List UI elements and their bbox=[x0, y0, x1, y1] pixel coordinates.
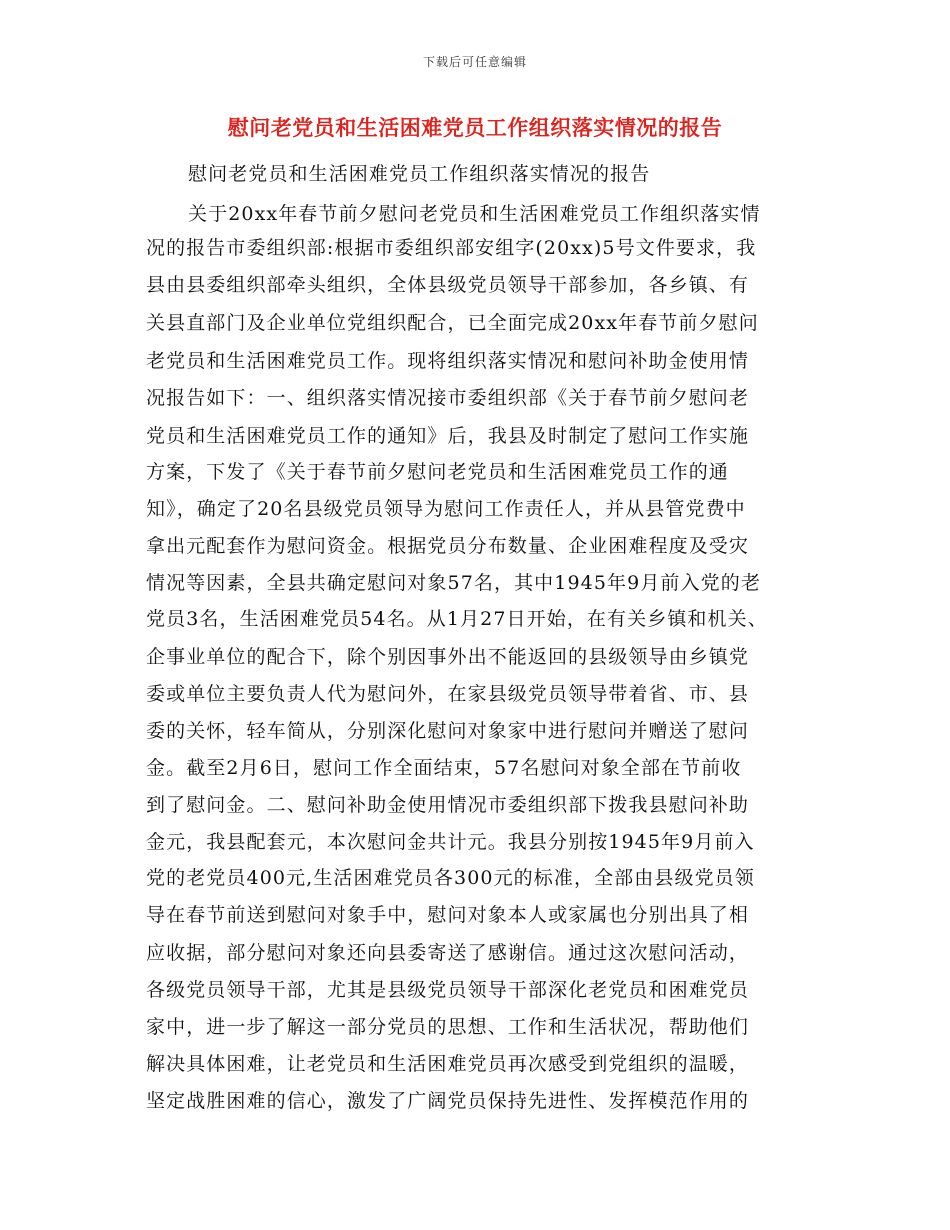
body-line: 企事业单位的配合下，除个别因事外出不能返回的县级领导由乡镇党 bbox=[146, 646, 750, 668]
body-line: 关县直部门及企业单位党组织配合，已全面完成20xx年春节前夕慰问 bbox=[146, 312, 759, 334]
body-line: 解决具体困难，让老党员和生活困难党员再次感受到党组织的温暖， bbox=[146, 1053, 750, 1075]
body-line: 委的关怀，轻车简从，分别深化慰问对象家中进行慰问并赠送了慰问 bbox=[146, 720, 750, 742]
document-title: 慰问老党员和生活困难党员工作组织落实情况的报告 bbox=[227, 115, 723, 140]
body-line: 慰问老党员和生活困难党员工作组织落实情况的报告 bbox=[188, 163, 651, 185]
header-note: 下载后可任意编辑 bbox=[422, 55, 527, 69]
body-line: 关于20xx年春节前夕慰问老党员和生活困难党员工作组织落实情 bbox=[188, 203, 761, 225]
body-line: 拿出元配套作为慰问资金。根据党员分布数量、企业困难程度及受灾 bbox=[146, 535, 750, 557]
body-line: 方案，下发了《关于春节前夕慰问老党员和生活困难党员工作的通 bbox=[146, 461, 729, 483]
body-line: 金。截至2月6日，慰问工作全面结束，57名慰问对象全部在节前收 bbox=[146, 757, 742, 779]
body-line: 党员3名，生活困难党员54名。从1月27日开始，在有关乡镇和机关、 bbox=[146, 608, 768, 630]
body-line: 家中，进一步了解这一部分党员的思想、工作和生活状况，帮助他们 bbox=[146, 1016, 750, 1038]
body-line: 老党员和生活困难党员工作。现将组织落实情况和慰问补助金使用情 bbox=[146, 350, 750, 372]
body-line: 情况等因素，全县共确定慰问对象57名，其中1945年9月前入党的老 bbox=[146, 572, 761, 594]
body-line: 况报告如下：一、组织落实情况接市委组织部《关于春节前夕慰问老 bbox=[146, 387, 750, 409]
body-line: 党的老党员400元,生活困难党员各300元的标准，全部由县级党员领 bbox=[146, 867, 755, 889]
body-line: 各级党员领导干部，尤其是县级党员领导干部深化老党员和困难党员 bbox=[146, 979, 750, 1001]
body-line: 导在春节前送到慰问对象手中，慰问对象本人或家属也分别出具了相 bbox=[146, 904, 750, 926]
body-line: 金元，我县配套元，本次慰问金共计元。我县分别按1945年9月前入 bbox=[146, 831, 755, 853]
body-line: 委或单位主要负责人代为慰问外，在家县级党员领导带着省、市、县 bbox=[146, 683, 750, 705]
body-line: 到了慰问金。二、慰问补助金使用情况市委组织部下拨我县慰问补助 bbox=[146, 794, 750, 816]
body-line: 知》，确定了20名县级党员领导为慰问工作责任人，并从县管党费中 bbox=[146, 498, 746, 520]
body-line: 况的报告市委组织部:根据市委组织部安组字(20xx)5号文件要求，我 bbox=[146, 237, 757, 259]
body-line: 党员和生活困难党员工作的通知》后，我县及时制定了慰问工作实施 bbox=[146, 425, 750, 447]
body-line: 应收据，部分慰问对象还向县委寄送了感谢信。通过这次慰问活动， bbox=[146, 942, 750, 964]
body-line: 坚定战胜困难的信心，激发了广阔党员保持先进性、发挥模范作用的 bbox=[146, 1090, 750, 1112]
body-line: 县由县委组织部牵头组织，全体县级党员领导干部参加，各乡镇、有 bbox=[146, 274, 750, 296]
